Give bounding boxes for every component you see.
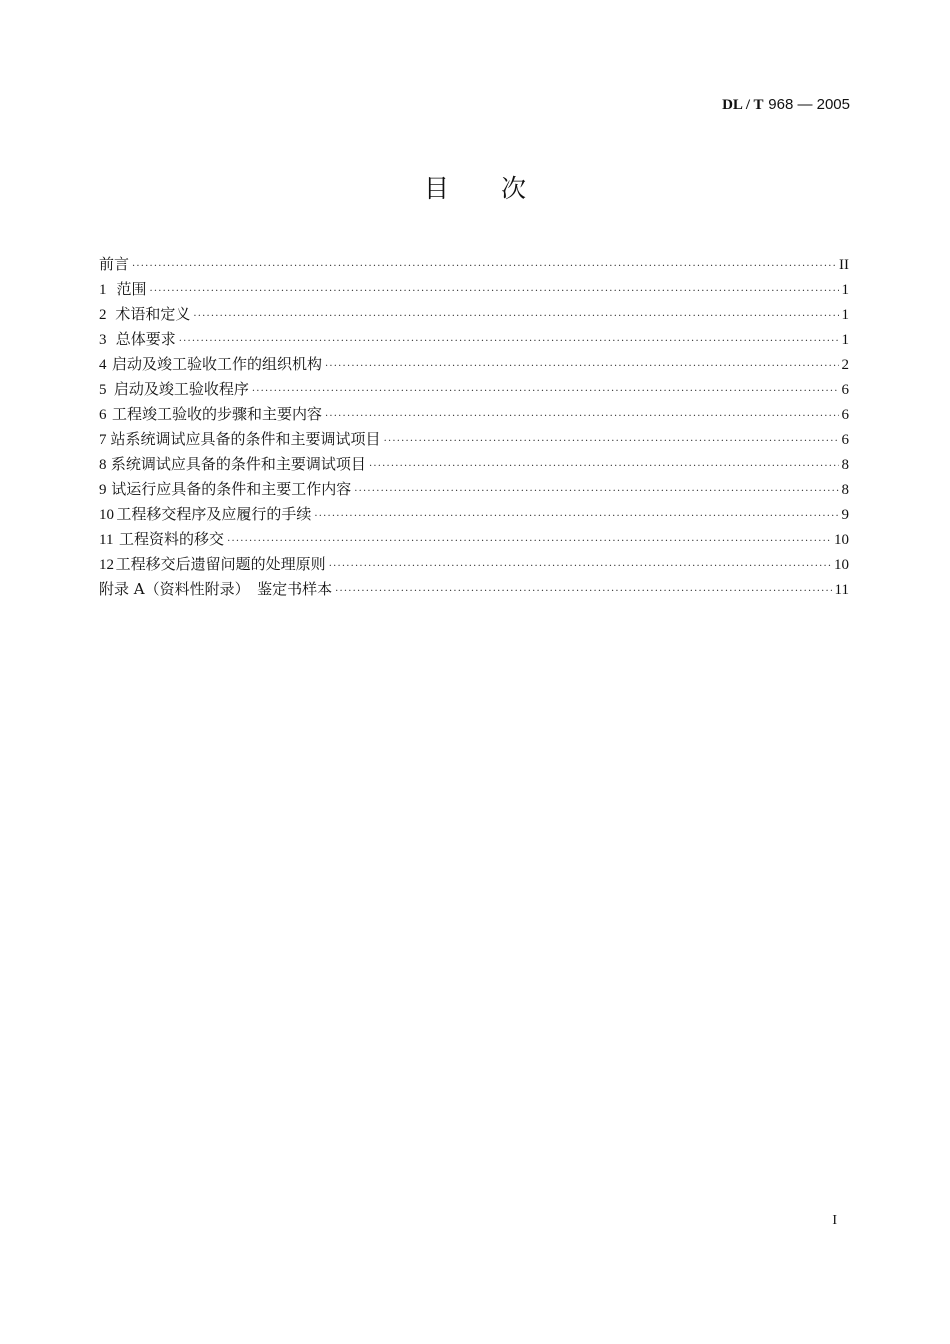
toc-entry-number: 7 xyxy=(99,432,107,448)
toc-entry-number: 1 xyxy=(99,282,107,298)
toc-entry-page: 1 xyxy=(841,282,849,298)
toc-entry-text: 启动及竣工验收工作的组织机构 xyxy=(112,355,323,373)
toc-entry-page: 9 xyxy=(841,507,849,523)
toc-entry-9[interactable] xyxy=(99,477,849,502)
toc-entry-page: 6 xyxy=(841,382,849,398)
toc-dot-leader xyxy=(325,404,838,429)
toc-entry-2[interactable] xyxy=(99,302,849,327)
toc-dot-leader xyxy=(227,529,831,554)
page-title: 目次 xyxy=(423,174,578,203)
toc-entry-3[interactable] xyxy=(99,327,849,352)
toc-entry-number: 10 xyxy=(99,507,114,523)
toc-entry-text: 系统调试应具备的条件和主要调试项目 xyxy=(110,455,366,473)
toc-entry-10[interactable] xyxy=(99,502,849,527)
toc-entry-text: 范围 xyxy=(116,280,147,298)
toc-dot-leader xyxy=(252,379,839,404)
toc-entry-5[interactable] xyxy=(99,377,849,402)
toc-entry-text: 术语和定义 xyxy=(115,305,191,323)
toc-dot-leader xyxy=(335,579,831,604)
toc-entry-number: 12 xyxy=(99,557,114,573)
toc-entry-page: II xyxy=(839,257,849,273)
toc-dot-leader xyxy=(384,429,839,454)
toc-entry-page: 6 xyxy=(841,407,849,423)
toc-dot-leader xyxy=(179,329,839,354)
toc-dot-leader xyxy=(354,479,838,504)
toc-entry-number: 4 xyxy=(99,357,107,373)
toc-entry-7[interactable] xyxy=(99,427,849,452)
toc-dot-leader xyxy=(369,454,839,479)
toc-entry-text: 工程竣工验收的步骤和主要内容 xyxy=(112,405,323,423)
toc-entry-page: 8 xyxy=(841,457,849,473)
toc-entry-text: 工程移交程序及应履行的手续 xyxy=(116,505,312,523)
toc-dot-leader xyxy=(150,279,839,304)
page-number: I xyxy=(832,1213,837,1228)
toc-entry-page: 2 xyxy=(841,357,849,373)
toc-entry-text: 前言 xyxy=(99,255,130,273)
standard-code-prefix: DL / T xyxy=(722,97,764,113)
toc-entry-number: 9 xyxy=(99,482,107,498)
toc-entry-appendix-a[interactable] xyxy=(99,577,849,602)
toc-dot-leader xyxy=(329,554,831,579)
toc-entry-text: 工程移交后遗留问题的处理原则 xyxy=(115,555,326,573)
toc-entry-page: 11 xyxy=(834,582,849,598)
toc-entry-text: 站系统调试应具备的条件和主要调试项目 xyxy=(110,430,381,448)
toc-entry-number: 2 xyxy=(99,307,107,323)
standard-code-number: 968 — 2005 xyxy=(768,96,850,113)
toc-entry-text: 工程资料的移交 xyxy=(119,530,225,548)
toc-entry-text: 试运行应具备的条件和主要工作内容 xyxy=(111,480,352,498)
toc-entry-number: 5 xyxy=(99,382,107,398)
toc-entry-6[interactable] xyxy=(99,402,849,427)
toc-dot-leader xyxy=(325,354,838,379)
toc-entry-number: 6 xyxy=(99,407,107,423)
toc-dot-leader xyxy=(314,504,838,529)
toc-entry-text: 附录 A（资料性附录） 鉴定书样本 xyxy=(99,580,333,598)
toc-entry-11[interactable] xyxy=(99,527,849,552)
toc-entry-4[interactable] xyxy=(99,352,849,377)
toc-entry-page: 8 xyxy=(841,482,849,498)
toc-entry-page: 6 xyxy=(841,432,849,448)
toc-entry-foreword[interactable] xyxy=(99,252,849,277)
toc-entry-text: 启动及竣工验收程序 xyxy=(113,380,249,398)
toc-entry-number: 3 xyxy=(99,332,107,348)
toc-entry-8[interactable] xyxy=(99,452,849,477)
toc-entry-page: 10 xyxy=(834,532,849,548)
toc-dot-leader xyxy=(132,254,836,279)
toc-entry-number: 11 xyxy=(99,532,114,548)
toc-entry-text: 总体要求 xyxy=(115,330,176,348)
toc-dot-leader xyxy=(193,304,838,329)
toc-entry-page: 10 xyxy=(834,557,849,573)
standard-code xyxy=(722,94,850,115)
toc-entry-page: 1 xyxy=(841,332,849,348)
table-of-contents xyxy=(99,252,849,602)
toc-entry-number: 8 xyxy=(99,457,107,473)
toc-entry-page: 1 xyxy=(841,307,849,323)
toc-entry-12[interactable] xyxy=(99,552,849,577)
toc-entry-1[interactable] xyxy=(99,277,849,302)
